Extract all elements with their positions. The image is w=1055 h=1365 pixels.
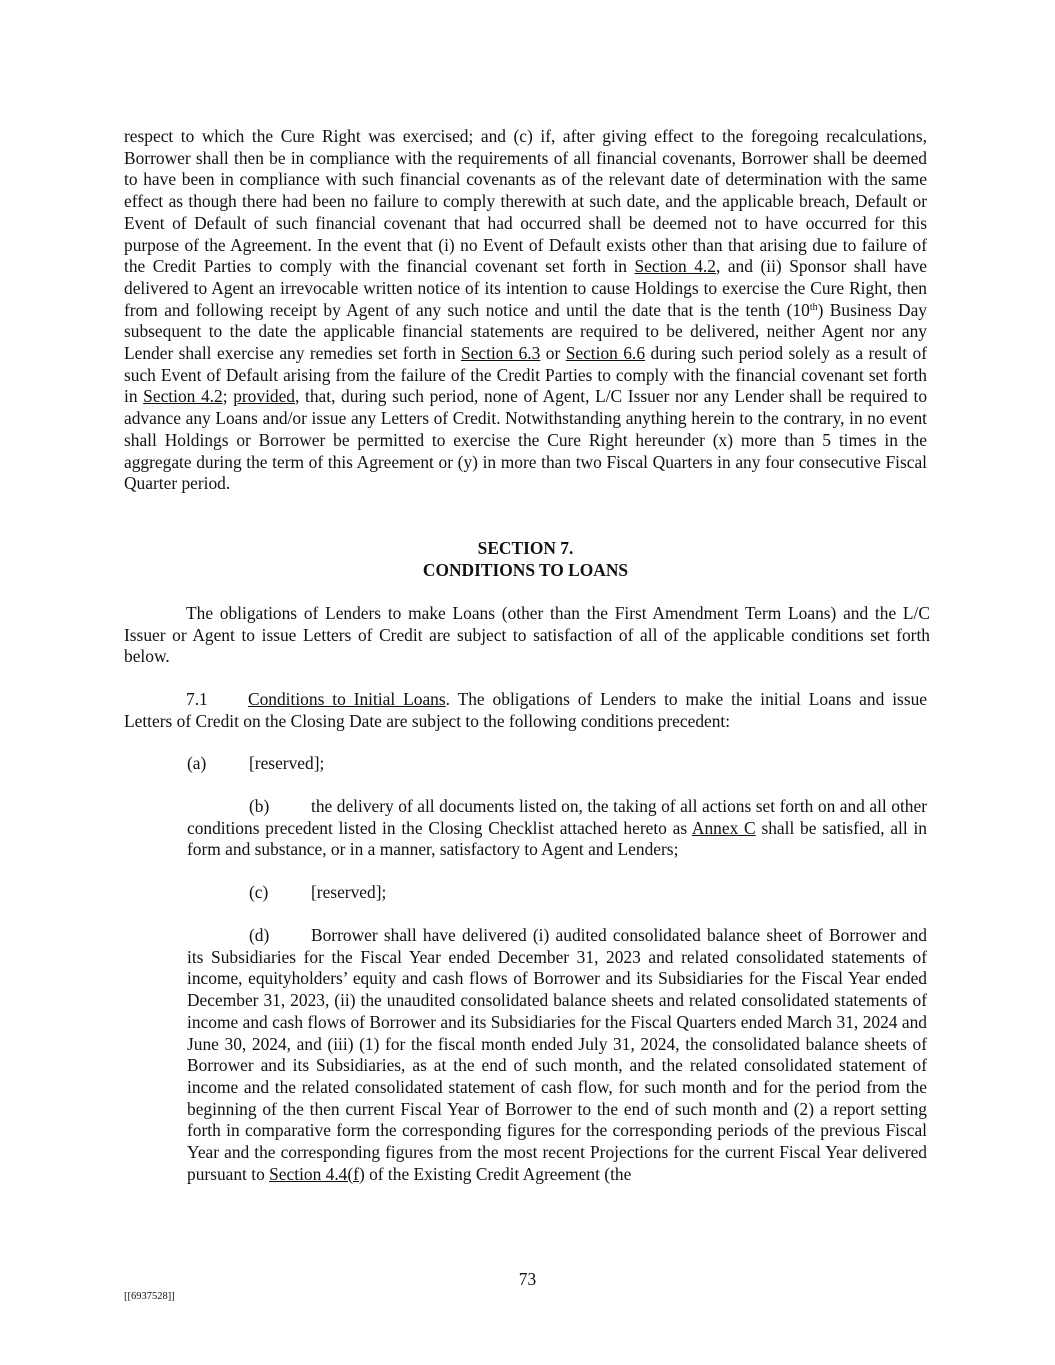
text-run: . The obligations of Lenders to make the initial Loans and issue Letters of Credit on the Closing Date are subject to the following conditions precedent:	[124, 689, 927, 731]
list-item-d	[187, 925, 927, 1185]
text-run: respect to which the Cure Right was exercised; and (c) if, after giving effect to the foregoing recalculations, Borrower shall then be in compliance with the requirements of all financial covenants, Borrower shall be deemed to have been in compliance with such financial covenants as of the relevant date of determination with the same effect as though there had been no failure to comply therewith at such date, and the applicable breach, Default or Event of Default of such financial covenant that had occurred shall be deemed not to have occurred for this purpose of the Agreement. In the event that (i) no Event of Default exists other than that arising due to failure of the Credit Parties to comply with the financial covenant set forth in	[124, 126, 927, 277]
section-number: SECTION 7.	[477, 538, 574, 558]
annex-c-reference: Annex C	[691, 817, 756, 838]
section-6-6-reference: Section 6.6	[565, 343, 646, 364]
item-text: shall be satisfied, all in form and substance, or in a manner, satisfactory to Agent and Lenders;	[187, 817, 928, 860]
document-id: [[6937528]]	[124, 1291, 175, 1302]
provided-term: provided	[233, 386, 296, 407]
list-item-b	[187, 796, 927, 861]
item-label: (b)	[249, 796, 270, 816]
list-item-a	[187, 753, 927, 775]
clause-title: Conditions to Initial Loans	[248, 689, 446, 709]
section-4-2-reference: Section 4.2	[634, 256, 716, 277]
list-item-c	[187, 882, 927, 904]
section-title: CONDITIONS TO LOANS	[422, 560, 629, 580]
text-run: or	[540, 343, 566, 364]
text-run: ;	[222, 386, 234, 407]
item-text: Borrower shall have delivered (i) audited consolidated balance sheet of Borrower and its Subsidiaries for the Fiscal Year ended December 31, 2023 and related consolidated statements of income, equityholders’ equity and cash flows of Borrower and its Subsidiaries for the Fiscal Year ended December 31, 2023, (ii) the unaudited consolidated balance sheets and related consolidated statements of income and cash flows of Borrower and its Subsidiaries for the Fiscal Quarters ended March 31, 2024 and June 30, 2024, and (iii) (1) for the fiscal month ended July 31, 2024, the consolidated balance sheets of Borrower and its Subsidiaries, as at the end of such month, and the related consolidated statement of income and the related consolidated statement of cash flow, for such month and for the period from the beginning of the then current Fiscal Year of Borrower to the end of such month and (2) a report setting forth in comparative form the corresponding figures for the corresponding periods of the previous Fiscal Year and the corresponding figures from the most recent Projections for the current Fiscal Year delivered pursuant to	[187, 925, 927, 1184]
item-text: of the Existing Credit Agreement (the	[364, 1163, 632, 1184]
section-6-3-reference: Section 6.3	[461, 343, 541, 364]
item-label: (c)	[249, 882, 269, 902]
item-label: (d)	[249, 925, 270, 945]
text-run: during such period solely as a result of such Event of Default arising from the failure of the Credit Parties to comply with the financial covenant set forth in	[124, 343, 928, 407]
item-text: the delivery of all documents listed on, the taking of all actions set forth on and all other conditions precedent listed in the Closing Checklist attached hereto as	[187, 796, 927, 838]
text-run: ) Business Day subsequent to the date the applicable financial statements are required to be delivered, neither Agent nor any Lender shall exercise any remedies set forth in	[124, 299, 927, 364]
section-4-4-f-reference: Section 4.4(f)	[269, 1163, 365, 1184]
clause-number: 7.1	[186, 689, 208, 709]
item-label: (a)	[187, 753, 207, 773]
page-number: 73	[518, 1269, 537, 1289]
superscript-th: th	[809, 301, 818, 313]
section-4-2-reference: Section 4.2	[143, 386, 223, 407]
clause-7-1-paragraph	[124, 689, 927, 732]
item-text: [reserved];	[249, 753, 325, 773]
text-run: , and (ii) Sponsor shall have delivered to Agent an irrevocable written notice of its intention to cause Holdings to exercise the Cure Right, then from and following receipt by Agent of any such notice and until the date that is the tenth (10	[124, 256, 927, 320]
text-run: , that, during such period, none of Agent, L/C Issuer nor any Lender shall be required to advance any Loans and/or issue any Letters of Credit. Notwithstanding anything herein to the contrary, in no event shall Holdings or Borrower be permitted to exercise the Cure Right hereunder (x) more than 5 times in the aggregate during the term of this Agreement or (y) in more than two Fiscal Quarters in any four consecutive Fiscal Quarter period.	[124, 386, 928, 494]
obligations-paragraph: The obligations of Lenders to make Loans (other than the First Amendment Term Loans) and the L/C Issuer or Agent to issue Letters of Credit are subject to satisfaction of all of the applicable conditions set forth below.	[124, 603, 930, 667]
cure-right-paragraph	[124, 126, 927, 495]
item-text: [reserved];	[311, 882, 387, 902]
